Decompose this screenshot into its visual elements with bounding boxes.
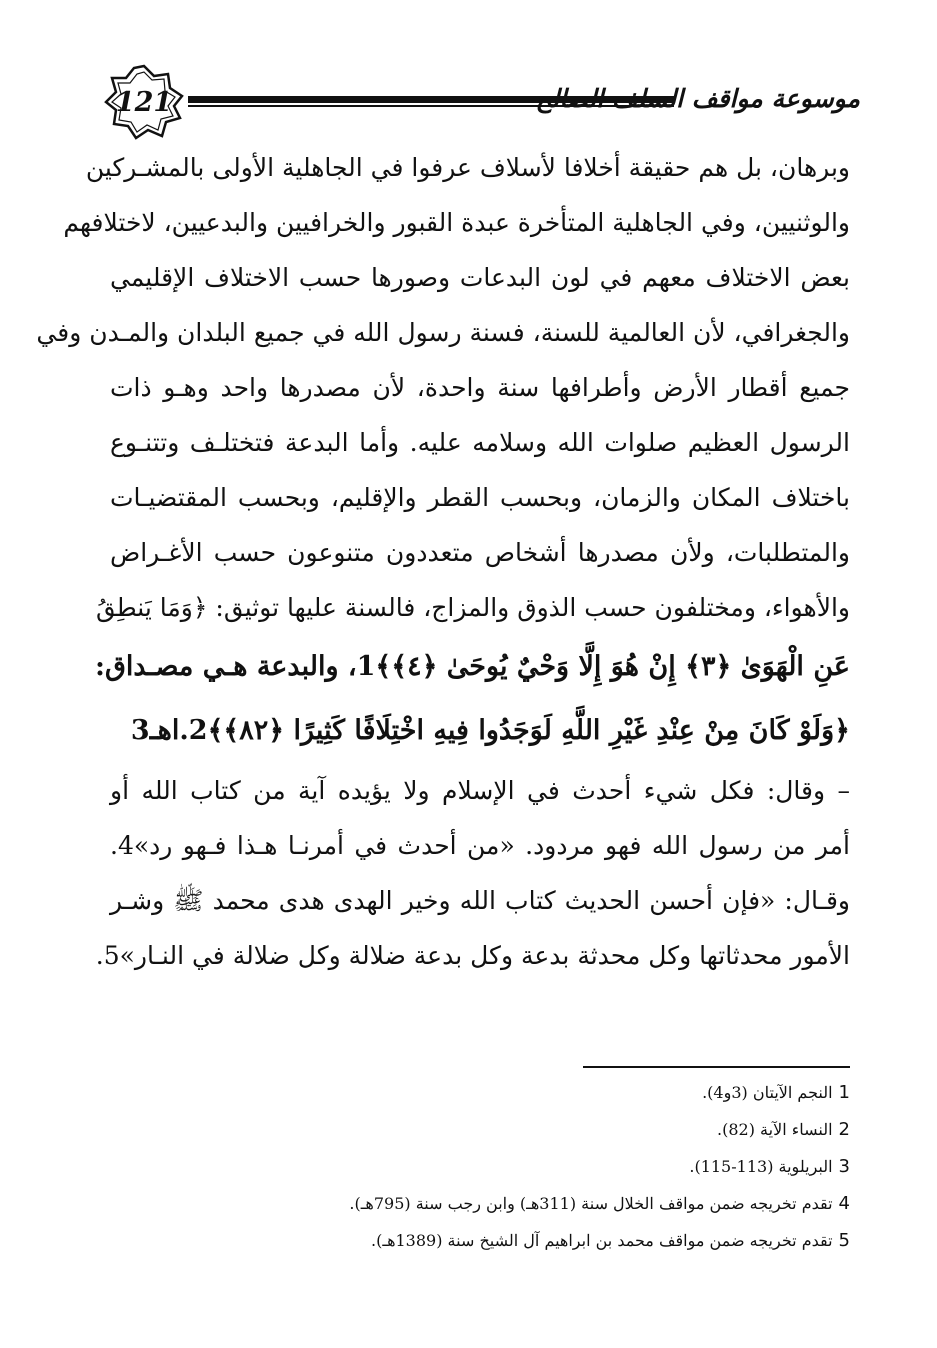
text-line: باختلاف المكان والزمان، وبحسب القطر والإقليم، وبحسب المقتضيـات <box>110 483 850 512</box>
footnote-number: 4 <box>838 1193 850 1214</box>
text-line: وقـال: «فإن أحسن الحديث كتاب الله وخير الهدى هدى محمد ﷺ وشـر <box>110 886 850 915</box>
text-line: وبرهان، بل هم حقيقة أخلافا لأسلاف عرفوا في الجاهلية الأولى بالمشـركين <box>85 153 850 182</box>
footnote-text: البريلوية (113-115). <box>689 1157 833 1176</box>
text-line: بعض الاختلاف معهم في لون البدعات وصورها حسب الاختلاف الإقليمي <box>110 263 850 292</box>
footnote <box>320 1074 850 1111</box>
page-number: 121 <box>115 86 173 118</box>
text-line: جميع أقطار الأرض وأطرافها سنة واحدة، لأن مصدرها واحد وهـو ذات <box>110 373 850 402</box>
body-text <box>36 140 850 983</box>
footnote <box>320 1111 850 1148</box>
footnote-separator <box>583 1066 850 1068</box>
footnote-number: 1 <box>838 1082 850 1103</box>
series-title: موسوعة مواقف السلف الصالح <box>535 84 860 113</box>
footnote <box>320 1148 850 1185</box>
footnote-text: النجم الآيتان (3و4). <box>702 1083 833 1102</box>
footnote-number: 2 <box>838 1119 850 1140</box>
text-line: الأمور محدثاتها وكل محدثة بدعة وكل بدعة ضلالة وكل ضلالة في النـار»5. <box>95 941 850 970</box>
footnote-number: 3 <box>838 1156 850 1177</box>
text-line: والمتطلبات، ولأن مصدرها أشخاص متعددون متنوعون حسب الأغـراض <box>110 538 850 567</box>
text-line: والوثنيين، وفي الجاهلية المتأخرة عبدة القبور والخرافيين والبدعيين، لاختلافهم <box>63 208 850 237</box>
footnote <box>320 1185 850 1222</box>
footnote-text: النساء الآية (82). <box>717 1120 833 1139</box>
footnote <box>320 1222 850 1259</box>
footnotes <box>320 1074 850 1259</box>
quran-line: عَنِ الْهَوَىٰ ﴿٣﴾ إِنْ هُوَ إِلَّا وَحْيٌ يُوحَىٰ ﴿٤﴾﴾1، والبدعة هـي مصـداق: <box>95 651 850 682</box>
text-line: أمر من رسول الله فهو مردود. «من أحدث في أمرنـا هـذا فـهو رد»4. <box>110 831 850 860</box>
text-line: والأهواء، ومختلفون حسب الذوق والمزاج، فالسنة عليها توثيق: ﴿وَمَا يَنطِقُ <box>95 593 850 622</box>
text-line: والجغرافي، لأن العالمية للسنة، فسنة رسول الله في جميع البلدان والمـدن وفي <box>36 318 850 347</box>
page-header <box>100 62 860 142</box>
quran-line: ﴿وَلَوْ كَانَ مِنْ عِنْدِ غَيْرِ اللَّهِ لَوَجَدُوا فِيهِ اخْتِلَافًا كَثِيرًا ﴿٨٢﴾﴾2.اهـ3 <box>130 715 850 746</box>
footnote-text: تقدم تخريجه ضمن مواقف الخلال سنة (311هـ) وابن رجب سنة (795هـ). <box>349 1194 833 1213</box>
footnote-text: تقدم تخريجه ضمن مواقف محمد بن ابراهيم آل الشيخ سنة (1389هـ). <box>371 1231 833 1250</box>
footnote-number: 5 <box>838 1230 850 1251</box>
text-line: – وقال: فكل شيء أحدث في الإسلام ولا يؤيده آية من كتاب الله أو <box>110 776 850 805</box>
text-line: الرسول العظيم صلوات الله وسلامه عليه. وأما البدعة فتختلـف وتتنـوع <box>110 428 850 457</box>
